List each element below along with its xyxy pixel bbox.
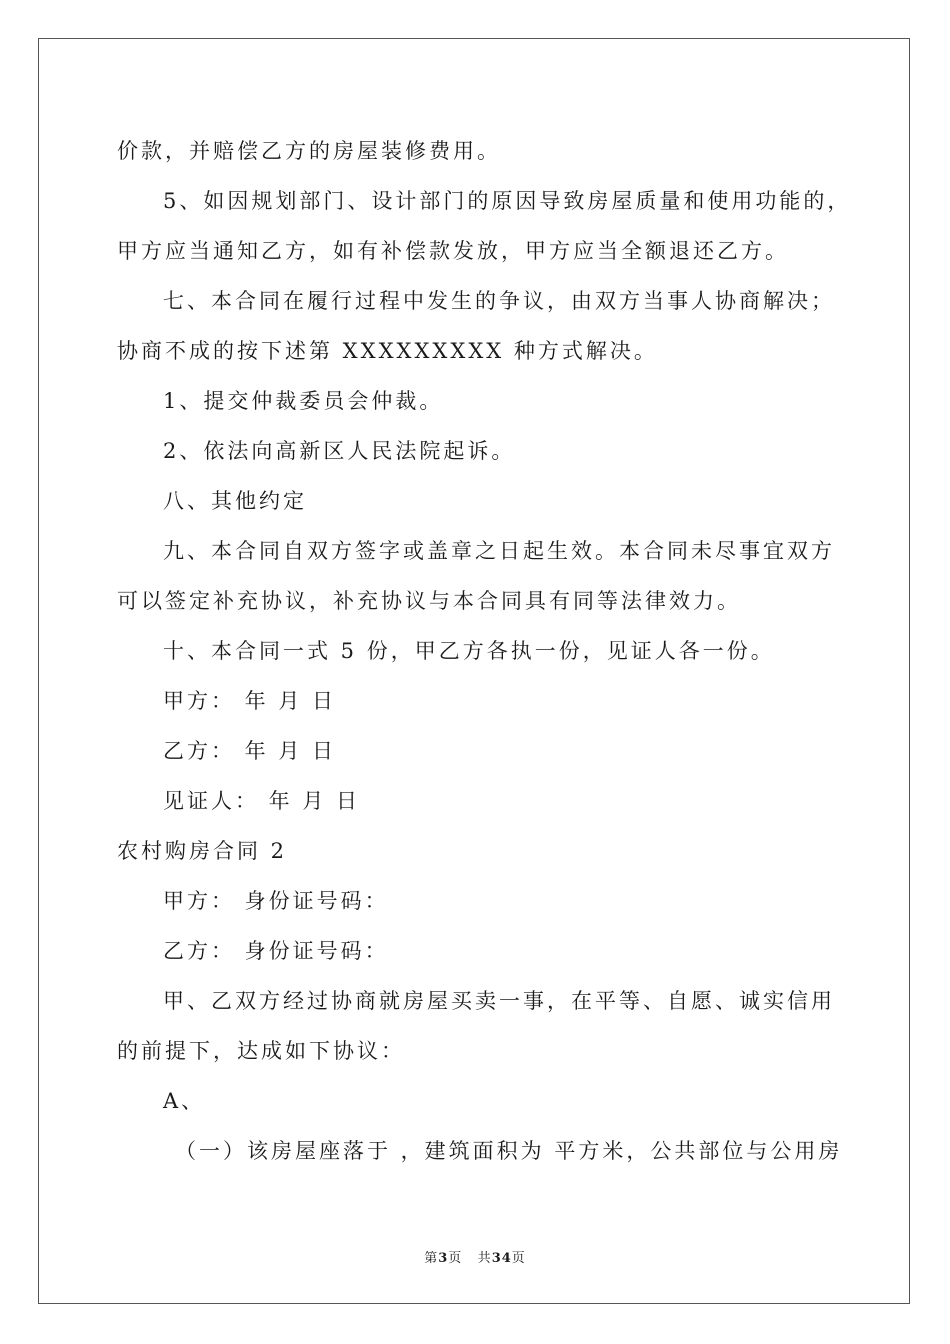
paragraph: 的前提下，达成如下协议： [117, 1039, 405, 1063]
current-page-number: 3 [438, 1251, 449, 1266]
paragraph: 八、其他约定 [163, 489, 307, 513]
paragraph: 甲方应当通知乙方，如有补偿款发放，甲方应当全额退还乙方。 [117, 239, 789, 263]
footer-total-suffix: 页 [511, 1251, 526, 1266]
footer-page-suffix: 页 [448, 1251, 463, 1266]
footer-total-prefix: 共 [477, 1251, 492, 1266]
paragraph: 协商不成的按下述第 XXXXXXXXX 种方式解决。 [117, 339, 658, 363]
section-title: 农村购房合同 2 [117, 839, 288, 863]
signature-line: 见证人： 年 月 日 [163, 789, 361, 813]
paragraph: A、 [163, 1089, 206, 1113]
signature-line: 乙方： 年 月 日 [163, 739, 337, 763]
paragraph: 可以签定补充协议，补充协议与本合同具有同等法律效力。 [117, 589, 741, 613]
paragraph: 七、本合同在履行过程中发生的争议，由双方当事人协商解决； [163, 289, 835, 313]
paragraph: 2、依法向高新区人民法院起诉。 [163, 439, 516, 463]
footer-prefix: 第 [424, 1251, 439, 1266]
party-line: 甲方： 身份证号码： [163, 889, 389, 913]
paragraph: （一）该房屋座落于 ，建筑面积为 平方米，公共部位与公用房 [175, 1139, 843, 1163]
paragraph: 1、提交仲裁委员会仲裁。 [163, 389, 444, 413]
document-body [117, 126, 852, 1176]
page-footer [0, 1247, 950, 1266]
party-line: 乙方： 身份证号码： [163, 939, 389, 963]
paragraph: 5、如因规划部门、设计部门的原因导致房屋质量和使用功能的， [163, 189, 852, 213]
paragraph: 价款，并赔偿乙方的房屋装修费用。 [117, 139, 501, 163]
paragraph: 甲、乙双方经过协商就房屋买卖一事，在平等、自愿、诚实信用 [163, 989, 835, 1013]
paragraph: 十、本合同一式 5 份，甲乙方各执一份，见证人各一份。 [163, 639, 775, 663]
total-page-count: 34 [491, 1251, 512, 1266]
signature-line: 甲方： 年 月 日 [163, 689, 337, 713]
paragraph: 九、本合同自双方签字或盖章之日起生效。本合同未尽事宜双方 [163, 539, 835, 563]
